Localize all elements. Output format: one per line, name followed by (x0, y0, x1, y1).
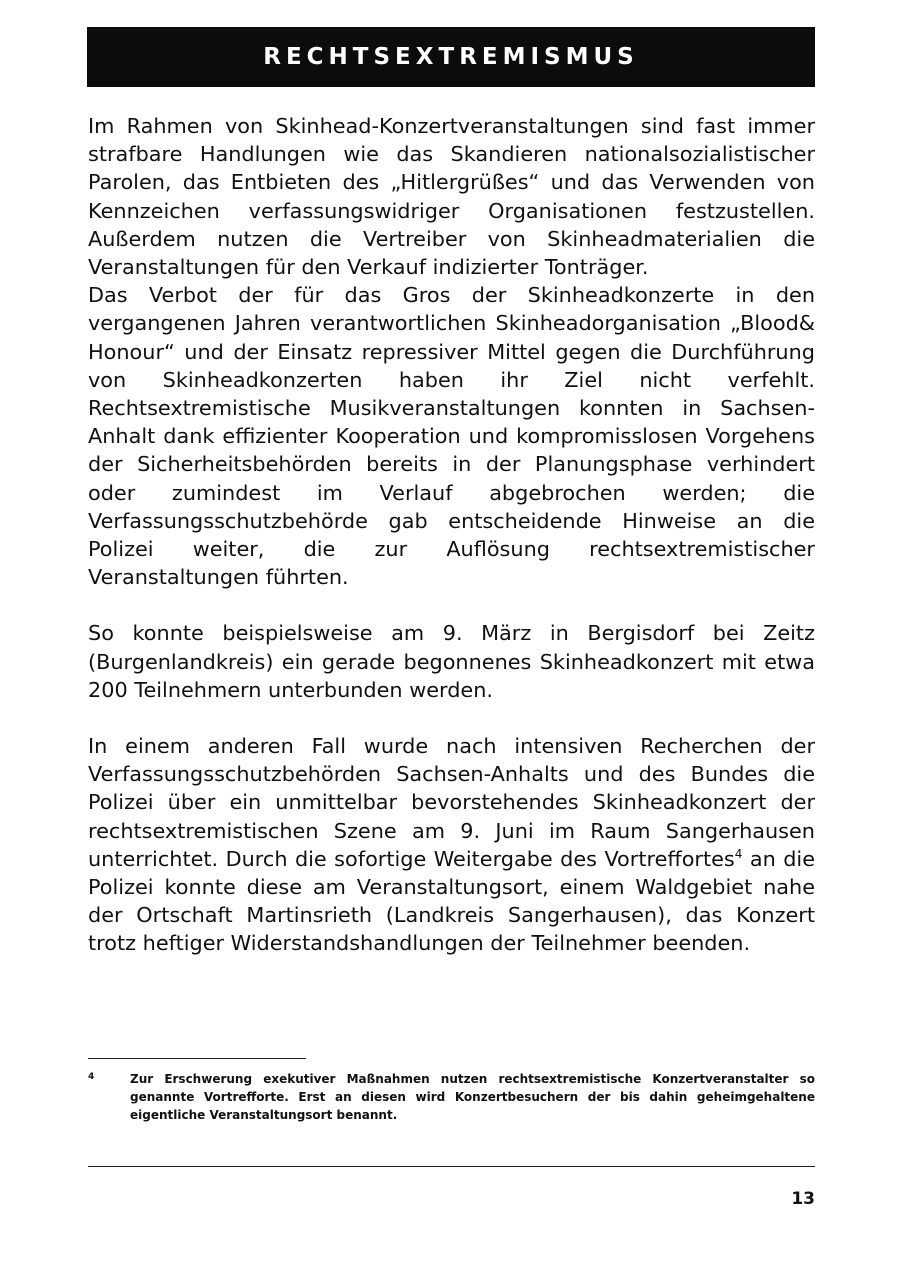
paragraph-1: Im Rahmen von Skinhead-Konzertveranstaltungen sind fast immer strafbare Handlungen wie das Skandieren nationalsozialistischer Parolen, das Entbieten des „Hitlergrüßes“ und das Verwenden von Kennzeichen verfassungswidriger Organisationen festzustellen. Außerdem nutzen die Vertreiber von Skinheadmaterialien die Veranstaltungen für den Verkauf indizierter Tonträger. (88, 114, 815, 280)
paragraph-3: So konnte beispielsweise am 9. März in Bergisdorf bei Zeitz (Burgenlandkreis) ein gerade begonnenes Skinheadkonzert mit etwa 200 Teilnehmern unterbunden werden. (88, 621, 815, 702)
footnote-reference: 4 (734, 846, 743, 861)
section-header-bar (87, 27, 815, 87)
page-footer-divider (88, 1166, 815, 1167)
main-text (88, 112, 815, 958)
footnote-divider (88, 1058, 306, 1059)
paragraph-4-text: In einem anderen Fall wurde nach intensiven Recherchen der Verfassungsschutzbehörden Sachsen-Anhalts und des Bundes die Polizei über ein unmittelbar bevorstehendes Skinheadkonzert der rechtsextremistischen Szene am 9. Juni im Raum Sangerhausen unterrichtet. Durch die sofortige Weitergabe des Vortreffortes (88, 734, 815, 871)
footnote-text: Zur Erschwerung exekutiver Maßnahmen nutzen rechtsextremistische Konzertveranstalter so genannte Vortrefforte. Erst an diesen wird Konzertbesuchern der bis dahin geheimgehaltene eigentliche Veranstaltungsort benannt. (130, 1072, 815, 1122)
footnote (88, 1070, 815, 1124)
paragraph-4 (88, 732, 815, 958)
paragraph-4-tail: an die Polizei konnte diese am Veranstaltungsort, einem Waldgebiet nahe der Ortschaft Martinsrieth (Landkreis Sangerhausen), das Konzert trotz heftiger Widerstandshandlungen der Teilnehmer beenden. (88, 846, 816, 956)
section-title: RECHTSEXTREMISMUS (263, 44, 639, 70)
paragraph-2: Das Verbot der für das Gros der Skinheadkonzerte in den vergangenen Jahren verantwortlichen Skinheadorganisation „Blood& Honour“ und der Einsatz repressiver Mittel gegen die Durchführung von Skinheadkonzerten haben ihr Ziel nicht verfehlt. Rechtsextremistische Musikveranstaltungen konnten in Sachsen-Anhalt dank effizienter Kooperation und kompromisslosen Vorgehens der Sicherheitsbehörden bereits in der Planungsphase verhindert oder zumindest im Verlauf abgebrochen werden; die Verfassungsschutzbehörde gab entscheidende Hinweise an die Polizei weiter, die zur Auflösung rechtsextremistischer Veranstaltungen führten. (88, 283, 815, 590)
footnote-number: 4 (88, 1072, 95, 1082)
page-number: 13 (791, 1189, 815, 1209)
